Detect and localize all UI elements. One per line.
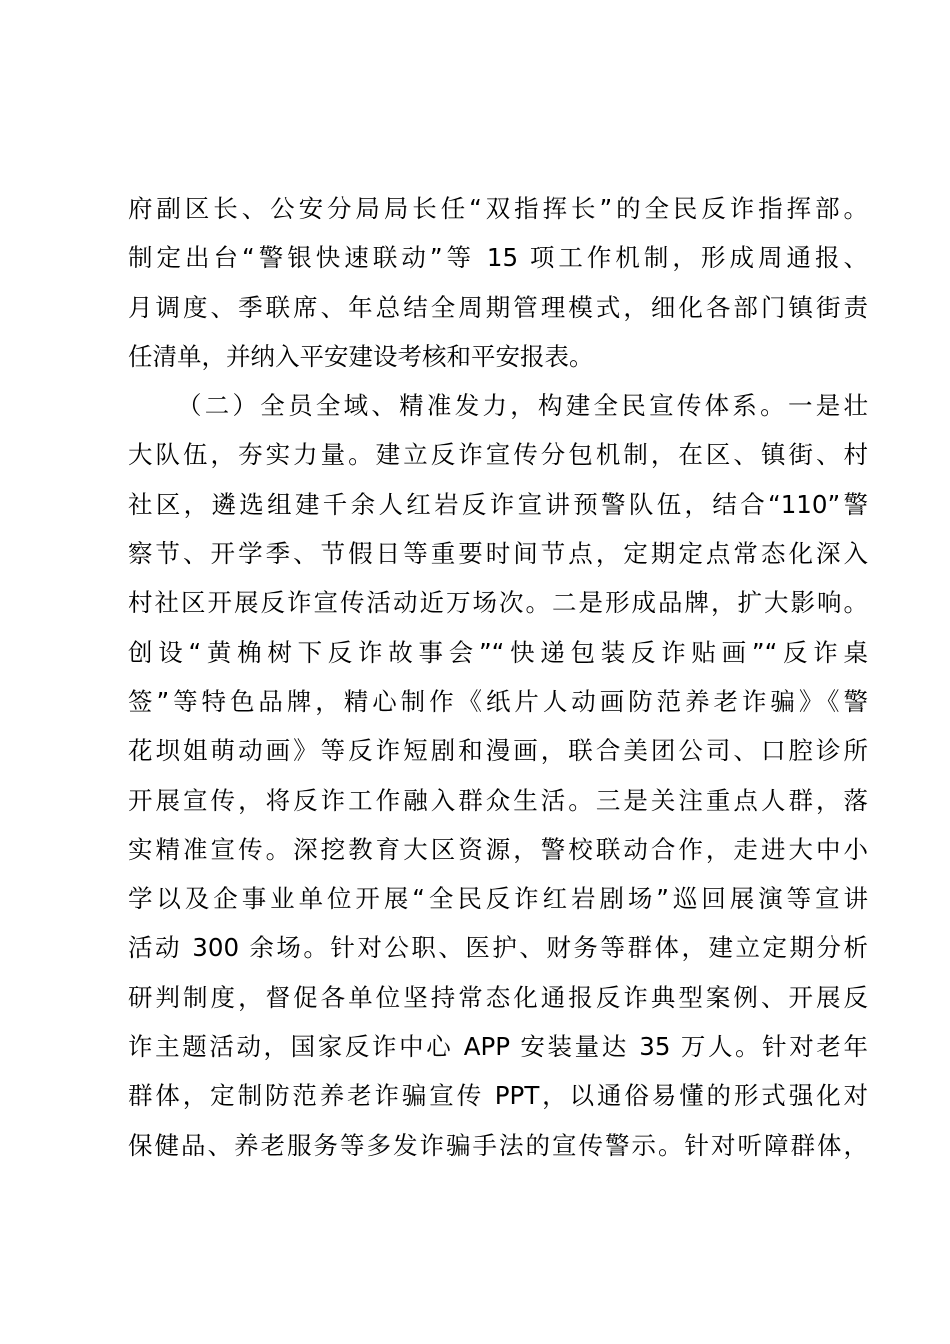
text-line: 花坝姐萌动画》等反诈短剧和漫画，联合美团公司、口腔诊所 xyxy=(128,736,868,766)
text-line: 制定出台“警银快速联动”等 15 项工作机制，形成周通报、 xyxy=(128,243,868,273)
text-line: 任清单，并纳入平安建设考核和平安报表。 xyxy=(128,341,594,371)
text-line: 村社区开展反诈宣传活动近万场次。二是形成品牌，扩大影响。 xyxy=(128,588,868,618)
text-line: 月调度、季联席、年总结全周期管理模式，细化各部门镇街责 xyxy=(128,292,868,322)
text-line: 府副区长、公安分局局长任“双指挥长”的全民反诈指挥部。 xyxy=(128,194,868,223)
text-line: 研判制度，督促各单位坚持常态化通报反诈典型案例、开展反 xyxy=(128,982,868,1012)
body-text xyxy=(128,184,868,1170)
text-line: 活动 300 余场。针对公职、医护、财务等群体，建立定期分析 xyxy=(128,933,868,963)
text-line: 签”等特色品牌，精心制作《纸片人动画防范养老诈骗》《警 xyxy=(128,686,868,716)
text-line: 实精准宣传。深挖教育大区资源，警校联动合作，走进大中小 xyxy=(128,834,868,864)
text-line: 开展宣传，将反诈工作融入群众生活。三是关注重点人群，落 xyxy=(128,785,868,815)
text-line: 大队伍，夯实力量。建立反诈宣传分包机制，在区、镇街、村 xyxy=(128,440,868,470)
text-line: 学以及企事业单位开展“全民反诈红岩剧场”巡回展演等宣讲 xyxy=(128,884,868,914)
text-line: 保健品、养老服务等多发诈骗手法的宣传警示。针对听障群体， xyxy=(128,1130,868,1160)
text-line: 群体，定制防范养老诈骗宣传 PPT，以通俗易懂的形式强化对 xyxy=(128,1081,868,1111)
text-line: 诈主题活动，国家反诈中心 APP 安装量达 35 万人。针对老年 xyxy=(128,1032,868,1062)
text-line: 社区，遴选组建千余人红岩反诈宣讲预警队伍，结合“110”警 xyxy=(128,489,868,519)
text-line: 创设“黄桷树下反诈故事会”“快递包装反诈贴画”“反诈桌 xyxy=(128,637,868,667)
text-line: 察节、开学季、节假日等重要时间节点，定期定点常态化深入 xyxy=(128,539,868,569)
section-heading-line: （二）全员全域、精准发力，构建全民宣传体系。一是壮 xyxy=(177,391,868,421)
